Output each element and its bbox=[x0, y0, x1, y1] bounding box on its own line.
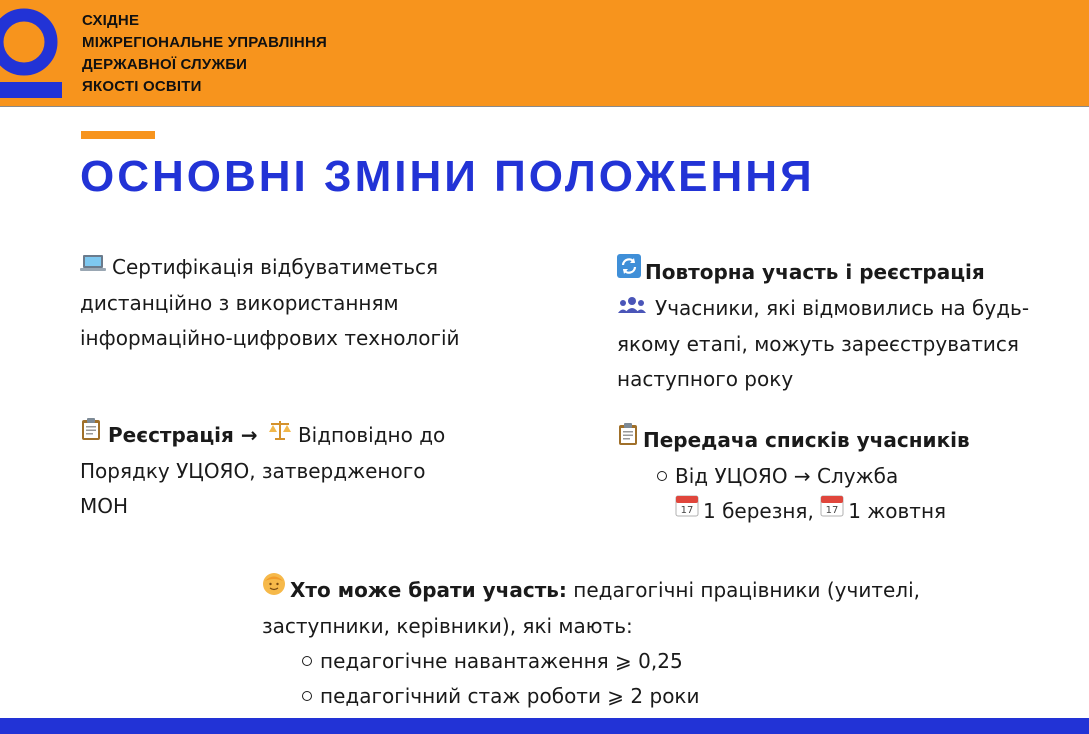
certification-text: інформаційно-цифрових технологій bbox=[80, 326, 460, 350]
repeat-text: наступного року bbox=[617, 367, 794, 391]
clipboard-icon bbox=[80, 417, 102, 452]
svg-text:17: 17 bbox=[825, 505, 839, 516]
repeat-arrows-icon bbox=[617, 254, 641, 289]
org-line: МІЖРЕГІОНАЛЬНЕ УПРАВЛІННЯ bbox=[82, 34, 327, 51]
registration-block bbox=[80, 418, 445, 524]
eligibility-criterion: педагогічне навантаження ⩾ 0,25 bbox=[320, 649, 683, 673]
bullet-icon bbox=[302, 691, 312, 701]
calendar-icon bbox=[820, 493, 844, 528]
laptop-icon bbox=[80, 249, 106, 284]
svg-text:17: 17 bbox=[680, 505, 694, 516]
certification-text: Сертифікація відбуватиметься bbox=[112, 255, 439, 279]
eligibility-criterion: педагогічний стаж роботи ⩾ 2 роки bbox=[320, 684, 700, 708]
org-name bbox=[82, 10, 327, 98]
footer-bar bbox=[0, 718, 1089, 734]
eligibility-heading: Хто може брати участь: bbox=[290, 578, 567, 602]
org-line: ЯКОСТІ ОСВІТИ bbox=[82, 78, 202, 95]
person-icon bbox=[262, 572, 286, 607]
balance-scale-icon bbox=[268, 417, 292, 452]
lists-route: Від УЦОЯО → Служба bbox=[675, 464, 899, 488]
list-item bbox=[262, 679, 920, 714]
registration-heading: Реєстрація → bbox=[108, 423, 258, 447]
bullet-icon bbox=[657, 471, 667, 481]
org-line: СХІДНЕ bbox=[82, 12, 140, 29]
org-line: ДЕРЖАВНОЇ СЛУЖБИ bbox=[82, 56, 248, 73]
title-accent-bar bbox=[81, 131, 155, 139]
registration-text: Відповідно до bbox=[297, 423, 446, 447]
eligibility-text: заступники, керівники), які мають: bbox=[262, 614, 633, 638]
eligibility-text: педагогічні працівники (учителі, bbox=[573, 578, 920, 602]
lists-heading: Передача списків учасників bbox=[643, 428, 970, 452]
calendar-icon bbox=[675, 493, 699, 528]
eligibility-block bbox=[262, 573, 920, 714]
header-banner bbox=[0, 0, 1089, 107]
lists-transfer-block bbox=[617, 423, 970, 530]
registration-text: Порядку УЦОЯО, затвердженого bbox=[80, 459, 426, 483]
lists-date: 1 жовтня bbox=[848, 499, 947, 523]
certification-block bbox=[80, 250, 460, 356]
lists-date: 1 березня, bbox=[703, 499, 814, 523]
repeat-text: Учасники, які відмовились на будь- bbox=[655, 296, 1030, 320]
people-icon bbox=[617, 290, 647, 325]
list-item bbox=[262, 644, 920, 679]
repeat-heading: Повторна участь і реєстрація bbox=[645, 260, 985, 284]
page-title: ОСНОВНІ ЗМІНИ ПОЛОЖЕННЯ bbox=[80, 152, 815, 201]
certification-text: дистанційно з використанням bbox=[80, 291, 399, 315]
registration-text: МОН bbox=[80, 494, 129, 518]
logo-icon bbox=[0, 0, 62, 100]
bullet-icon bbox=[302, 656, 312, 666]
repeat-text: якому етапі, можуть зареєструватися bbox=[617, 332, 1019, 356]
repeat-participation-block bbox=[617, 255, 1029, 397]
clipboard-icon bbox=[617, 422, 639, 457]
